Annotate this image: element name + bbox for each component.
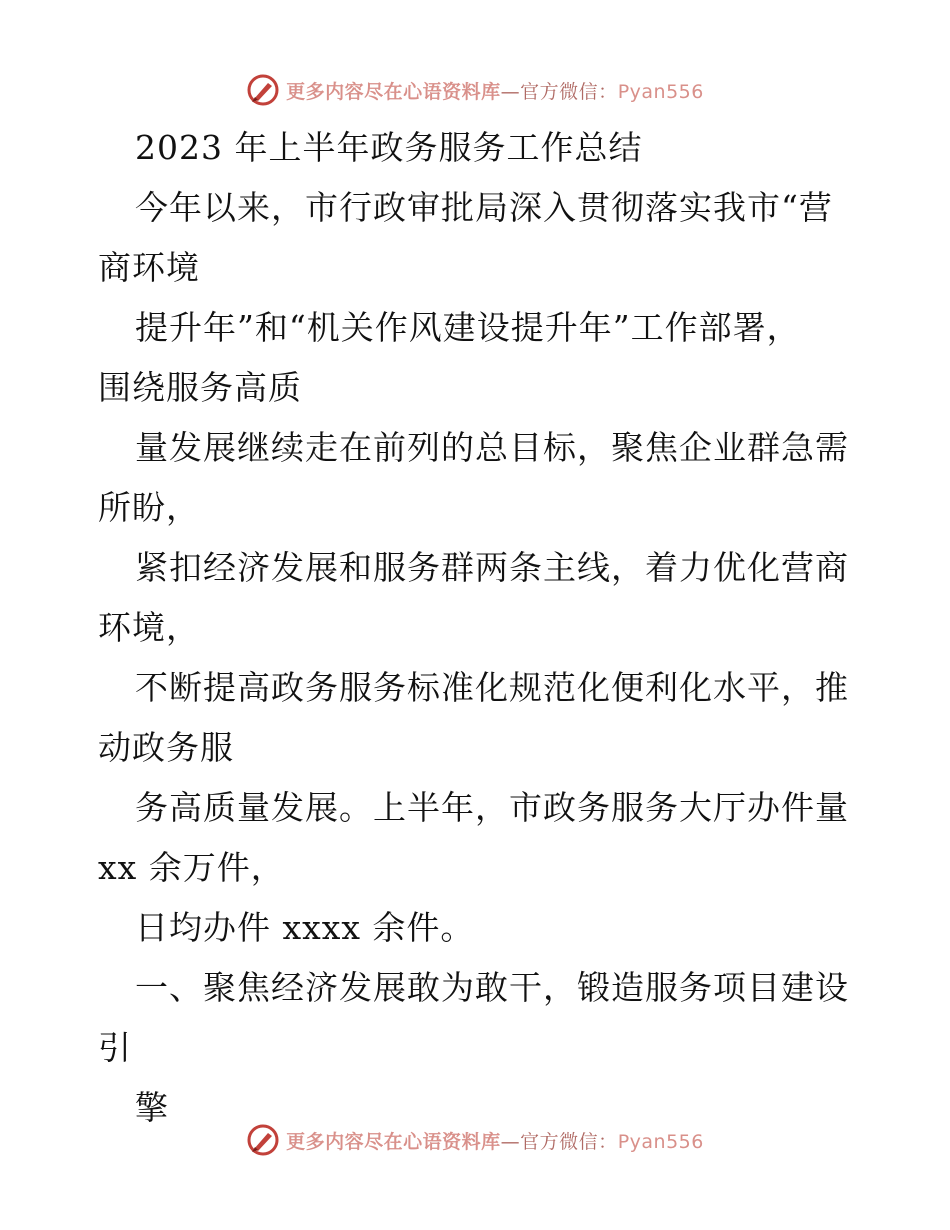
watermark-separator: — — [500, 80, 521, 103]
text-line: 今年以来，市行政审批局深入贯彻落实我市“营 — [135, 188, 833, 227]
text-line: 日均办件 xxxx 余件。 — [135, 908, 475, 947]
watermark-label: 官方微信： — [520, 80, 618, 103]
text-line: 提升年”和“机关作风建设提升年”工作部署， — [135, 308, 801, 347]
text-line: 不断提高政务服务标准化规范化便利化水平，推 — [135, 668, 849, 707]
text-line: 环境， — [98, 608, 200, 647]
text-line: 所盼， — [98, 488, 200, 527]
pen-logo-icon — [246, 1123, 280, 1157]
pen-logo-icon — [246, 73, 280, 107]
watermark-id: Pyan556 — [617, 1130, 704, 1153]
text-line: 擎 — [135, 1088, 169, 1127]
header-watermark — [0, 70, 950, 110]
watermark-main: 更多内容尽在心语资料库 — [286, 80, 501, 103]
watermark-separator: — — [500, 1130, 521, 1153]
text-line: 紧扣经济发展和服务群两条主线，着力优化营商 — [135, 548, 849, 587]
watermark-label: 官方微信： — [520, 1130, 618, 1153]
watermark-text — [286, 1127, 704, 1154]
document-body — [98, 118, 858, 1138]
text-line: 动政务服 — [98, 728, 234, 767]
text-line: xx 余万件， — [98, 848, 285, 887]
footer-watermark — [0, 1120, 950, 1160]
watermark-main: 更多内容尽在心语资料库 — [286, 1130, 501, 1153]
text-line: 围绕服务高质 — [98, 368, 302, 407]
text-line: 量发展继续走在前列的总目标，聚焦企业群急需 — [135, 428, 849, 467]
watermark-id: Pyan556 — [617, 80, 704, 103]
text-line: 一、聚焦经济发展敢为敢干，锻造服务项目建设 — [135, 968, 849, 1007]
watermark-text — [286, 77, 704, 104]
text-line: 务高质量发展。上半年，市政务服务大厅办件量 — [135, 788, 849, 827]
document-title: 2023 年上半年政务服务工作总结 — [135, 128, 643, 167]
text-line: 商环境 — [98, 248, 200, 287]
text-line: 引 — [98, 1028, 132, 1067]
